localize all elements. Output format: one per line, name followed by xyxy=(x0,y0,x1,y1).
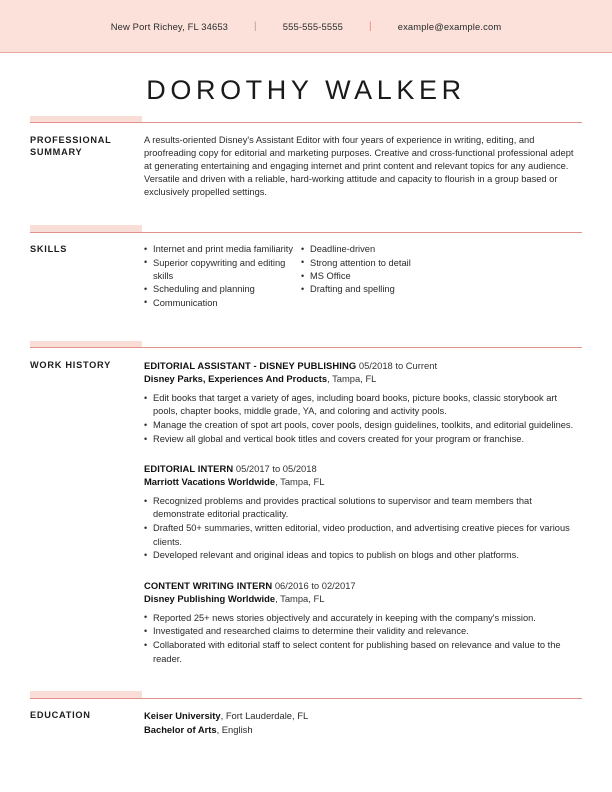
list-item: • Scheduling and planning xyxy=(144,283,301,296)
job-bullet-list xyxy=(144,612,582,666)
job-location: , Tampa, FL xyxy=(275,476,325,488)
work-history-entry xyxy=(144,359,582,446)
skills-row xyxy=(30,243,582,309)
list-item: • Recognized problems and provides practical solutions to supervisor and team members that demonstrate editorial practicality. xyxy=(144,495,582,522)
contact-inner xyxy=(111,21,502,32)
skills-list-right xyxy=(301,243,582,296)
job-company: Disney Publishing Worldwide xyxy=(144,592,276,604)
contact-separator-1: | xyxy=(254,20,257,32)
work-history-entry xyxy=(144,579,582,666)
education-entry xyxy=(144,709,582,722)
section-divider-skills xyxy=(30,225,582,234)
job-company: Disney Parks, Experiences And Products xyxy=(144,372,328,384)
job-location: , Tampa, FL xyxy=(327,372,377,384)
section-divider-education xyxy=(30,691,582,700)
job-title-line xyxy=(144,359,582,372)
job-company: Marriott Vacations Worldwide xyxy=(144,476,276,488)
education-primary: Keiser University xyxy=(144,710,221,722)
skills-content xyxy=(144,243,582,309)
education-secondary: , Fort Lauderdale, FL xyxy=(220,710,309,722)
work-row xyxy=(30,359,582,666)
summary-content xyxy=(144,134,582,199)
list-item: • Collaborated with editorial staff to select content for publishing based on relevance and value to the reader. xyxy=(144,639,582,666)
candidate-name: DOROTHY WALKER xyxy=(146,75,466,105)
education-secondary: , English xyxy=(216,723,253,735)
resume-body xyxy=(0,116,612,736)
education-primary: Bachelor of Arts xyxy=(144,723,217,735)
skills-column-right xyxy=(301,243,582,309)
section-divider-work xyxy=(30,341,582,350)
job-location: , Tampa, FL xyxy=(275,592,325,604)
section-label-summary xyxy=(30,134,144,158)
work-content xyxy=(144,359,582,666)
contact-separator-2: | xyxy=(368,20,372,32)
job-bullet-list xyxy=(144,495,582,562)
contact-email: example@example.com xyxy=(397,20,502,32)
job-dates: 05/2017 to 05/2018 xyxy=(233,463,317,475)
section-label-work-history: WORK HISTORY xyxy=(30,359,111,370)
skills-columns xyxy=(144,243,582,309)
section-label-education: EDUCATION xyxy=(30,710,91,721)
section-skills xyxy=(30,225,582,309)
contact-phone: 555-555-5555 xyxy=(282,20,343,32)
job-title-line xyxy=(144,579,582,592)
work-history-entry xyxy=(144,462,582,562)
education-entry xyxy=(144,723,582,736)
contact-band xyxy=(0,0,612,53)
job-company-line xyxy=(144,372,582,385)
job-dates: 06/2016 to 02/2017 xyxy=(272,579,356,591)
name-header xyxy=(0,53,612,106)
job-company-line xyxy=(144,475,582,488)
job-title: EDITORIAL INTERN xyxy=(144,463,234,475)
list-item: • Reported 25+ news stories objectively and accurately in keeping with the company's mission. xyxy=(144,612,582,625)
list-item: • Strong attention to detail xyxy=(301,257,582,270)
section-work-history xyxy=(30,341,582,666)
summary-label-line-2: SUMMARY xyxy=(30,146,83,157)
list-item: • Deadline-driven xyxy=(301,243,582,256)
job-title: CONTENT WRITING INTERN xyxy=(144,579,273,591)
list-item: • Superior copywriting and editing skills xyxy=(144,257,301,284)
job-title-line xyxy=(144,462,582,475)
summary-label-line-1: PROFESSIONAL xyxy=(30,135,112,145)
list-item: • Drafting and spelling xyxy=(301,283,582,296)
list-item: • Communication xyxy=(144,297,301,310)
list-item: • Developed relevant and original ideas and topics to publish on blogs and other platforms. xyxy=(144,549,582,562)
divider-line xyxy=(30,698,582,699)
divider-line xyxy=(30,122,582,123)
list-item: • Edit books that target a variety of ages, including board books, picture books, classic storybook art pools, chapter books, middle grade, YA, and coloring and activity pools. xyxy=(144,392,582,419)
education-content xyxy=(144,709,582,736)
summary-paragraph: A results-oriented Disney's Assistant Editor with four years of experience in writing, editing, and proofreading copy for editorial and marketing purposes. Creative and cross-functional professional adept at generating entertaining and engaging internet and print content and relevant topics for any audience. Versatile and driven with a reliable, hard-working attitude and capacity to flourish in a group based or exclusively propelled settings. xyxy=(144,135,574,198)
job-title: EDITORIAL ASSISTANT - DISNEY PUBLISHING xyxy=(144,359,357,371)
job-bullet-list xyxy=(144,392,582,446)
list-item: • Review all global and vertical book titles and covers created for your program or franchise. xyxy=(144,433,582,446)
section-education xyxy=(30,691,582,736)
section-professional-summary xyxy=(30,116,582,199)
section-label-skills: SKILLS xyxy=(30,244,68,255)
list-item: • Drafted 50+ summaries, written editorial, video production, and advertising creative pieces for various clients. xyxy=(144,522,582,549)
contact-location: New Port Richey, FL 34653 xyxy=(110,20,229,32)
job-dates: 05/2018 to Current xyxy=(356,359,438,371)
skills-column-left xyxy=(144,243,301,309)
list-item: • Investigated and researched claims to determine their validity and relevance. xyxy=(144,625,582,638)
divider-line xyxy=(30,232,582,233)
skills-list-left xyxy=(144,243,301,309)
summary-row xyxy=(30,134,582,199)
education-row xyxy=(30,709,582,736)
list-item: • Internet and print media familiarity xyxy=(144,243,301,256)
list-item: • MS Office xyxy=(301,270,582,283)
list-item: • Manage the creation of spot art pools, cover pools, design guidelines, toolkits, and editorial guidelines. xyxy=(144,419,582,432)
job-company-line xyxy=(144,592,582,605)
divider-line xyxy=(30,347,582,348)
section-divider-summary xyxy=(30,116,582,125)
